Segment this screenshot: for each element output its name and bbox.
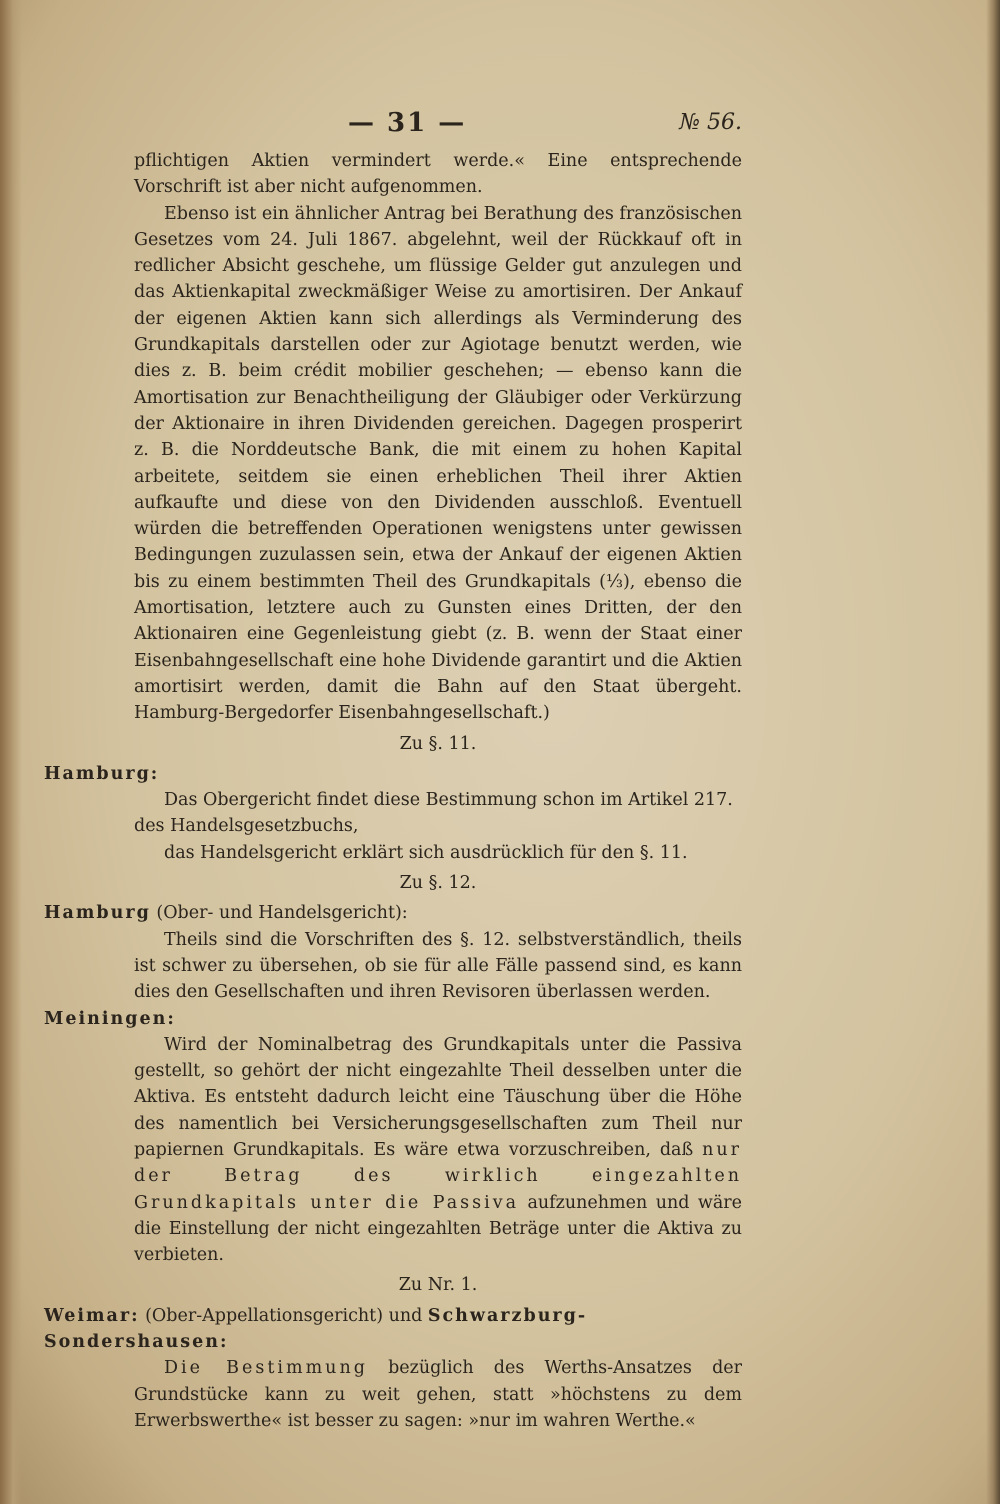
paragraph: [134, 1355, 742, 1434]
place-label-2: Schwarzburg-Sondershausen:: [44, 1305, 588, 1353]
place-line: [44, 1303, 742, 1356]
paragraph: pflichtigen Aktien vermindert werde.« Eine entsprechende Vorschrift ist aber nicht aufgenommen.: [134, 151, 742, 198]
paragraph: das Handelsgericht erklärt sich ausdrücklich für den §. 11.: [164, 842, 688, 863]
page-header: [0, 108, 1000, 148]
section-heading: Zu §. 12.: [399, 873, 477, 894]
place-label: Meiningen:: [44, 1008, 176, 1029]
body-text: [44, 148, 742, 1434]
text-run: Wird der Nominalbetrag des Grundkapitals unter die Passiva gestellt, so gehört der nicht eingezahlte Theil desselben unter die Aktiva. Es entsteht dadurch leicht eine Täuschung über die Höhe des namentlich bei Versicherungsgesellschaften zum Theil nur papiernen Grundkapitals. Es wäre etwa vorzuschreiben, daß: [134, 1034, 742, 1160]
spaced-emphasis: Die Bestimmung: [164, 1358, 368, 1379]
paragraph: Theils sind die Vorschriften des §. 12. selbstverständlich, theils ist schwer zu übersehen, ob sie für alle Fälle passend sind, es kann dies den Gesellschaften und ihren Revisoren überlassen werden.: [134, 929, 742, 1003]
paragraph: Das Obergericht findet diese Bestimmung schon im Artikel 217. des Handelsgesetzbuchs,: [134, 790, 733, 837]
text-run: bezüglich des Werths-Ansatzes der Grundstücke kann zu weit gehen, statt »höchstens zu dem Erwerbswerthe« ist besser zu sagen: »nur im wahren Werthe.«: [134, 1358, 742, 1431]
section-heading: Zu §. 11.: [399, 733, 477, 754]
spaced-emphasis: nur der Betrag des wirklich eingezahlten Grundkapitals unter die Passiva: [134, 1139, 742, 1213]
place-suffix: (Ober-Appellationsgericht) und: [139, 1305, 428, 1326]
page-edge-right: [986, 0, 1000, 1504]
place-label: Weimar:: [44, 1305, 140, 1326]
place-suffix: (Ober- und Handelsgericht):: [150, 903, 408, 924]
place-line: [44, 900, 742, 926]
section-heading: Zu Nr. 1.: [398, 1275, 478, 1296]
page-edge-left: [0, 0, 22, 1504]
page-number: — 31 —: [348, 108, 467, 138]
paragraph: [134, 1032, 742, 1269]
text-run: aufzunehmen und wäre die Einstellung der nicht eingezahlten Beträge unter die Aktiva zu verbieten.: [134, 1192, 742, 1266]
place-label: Hamburg:: [44, 763, 160, 784]
paragraph: Ebenso ist ein ähnlicher Antrag bei Berathung des französischen Gesetzes vom 24. Juli 1867. abgelehnt, weil der Rückkauf oft in redlicher Absicht geschehe, um flüssige Gelder gut anzulegen und das Aktienkapital zweckmäßiger Weise zu amortisiren. Der Ankauf der eigenen Aktien kann sich allerdings als Verminderung des Grundkapitals darstellen oder zur Agiotage benutzt werden, wie dies z. B. beim crédit mobilier geschehen; — ebenso kann die Amortisation zur Benachtheiligung der Gläubiger oder Verkürzung der Aktionaire in ihren Dividenden gereichen. Dagegen prosperirt z. B. die Norddeutsche Bank, die mit einem zu hohen Kapital arbeitete, seitdem sie einen erheblichen Theil ihrer Aktien aufkaufte und diese von den Dividenden ausschloß. Eventuell würden die betreffenden Operationen wenigstens unter gewissen Bedingungen zuzulassen sein, etwa der Ankauf der eigenen Aktien bis zu einem bestimmten Theil des Grundkapitals (⅓), ebenso die Amortisation, letztere auch zu Gunsten eines Dritten, der den Aktionairen eine Gegenleistung giebt (z. B. wenn der Staat einer Eisenbahngesellschaft eine hohe Dividende garantirt und die Aktien amortisirt werden, damit die Bahn auf den Staat übergeht. Hamburg-Bergedorfer Eisenbahngesellschaft.): [134, 203, 742, 724]
place-label: Hamburg: [44, 903, 151, 924]
document-number: № 56.: [679, 110, 742, 135]
